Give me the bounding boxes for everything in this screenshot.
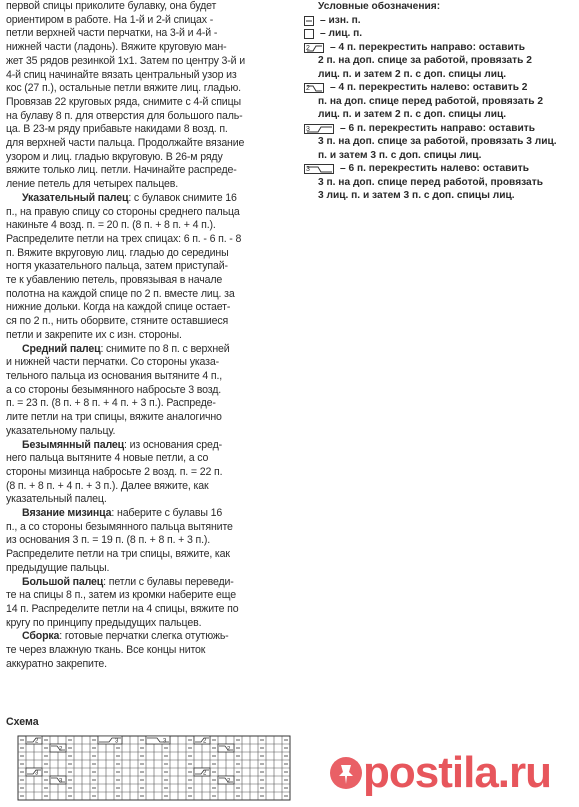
intro-paragraph bbox=[6, 0, 293, 192]
legend-text: 3 лиц. п. и затем 3 п. с доп. спицы лиц. bbox=[318, 190, 515, 201]
text-line bbox=[6, 603, 293, 617]
section-text: : готовые перчатки слегка отутюжь- bbox=[59, 630, 229, 643]
section-text: Распределите петли на трех спицах: 6 п. - 6 п. - 8 bbox=[6, 232, 242, 245]
cable-count-label: 2 bbox=[227, 778, 231, 785]
knit-icon bbox=[304, 29, 314, 39]
cable-count-label: 3 bbox=[163, 738, 167, 745]
watermark-logo bbox=[325, 742, 575, 802]
text-line: на булаву 8 п. для отверстия для большого паль- bbox=[6, 109, 243, 122]
section-text: и нижней части перчатки. Со стороны указа- bbox=[6, 356, 220, 369]
legend-text: п. и затем 3 п. с доп. спицы лиц. bbox=[318, 149, 482, 161]
section-text: те к убавлению петель, провязывая в начале bbox=[6, 274, 223, 287]
section-text: : петли с булавы переведи- bbox=[103, 575, 234, 588]
section-block bbox=[6, 439, 293, 508]
legend-text: – 4 п. перекрестить направо: оставить bbox=[330, 41, 525, 53]
legend-item-cable-2-left bbox=[304, 81, 576, 122]
section-text: тельного пальца из основания вытяните 4 п., bbox=[6, 369, 223, 382]
section-text: из основания 3 п. = 19 п. (8 п. + 8 п. + 3 п.). bbox=[6, 534, 211, 547]
cable-count-label: 2 bbox=[203, 738, 207, 745]
section-heading: Вязание мизинца bbox=[22, 507, 112, 520]
text-line: петли верхней части перчатки, на 3-й и 4-й - bbox=[6, 27, 218, 40]
text-line bbox=[6, 247, 293, 261]
section-text: 14 п. Распределите петли на 4 спицы, вяжите по bbox=[6, 602, 239, 615]
knitting-chart bbox=[14, 734, 302, 804]
text-line bbox=[6, 617, 293, 631]
text-line bbox=[6, 288, 293, 302]
sections bbox=[6, 192, 293, 672]
section-text: : снимите по 8 п. с верхней bbox=[100, 342, 230, 355]
section-heading: Безымянный палец bbox=[22, 438, 125, 451]
text-line bbox=[6, 301, 293, 315]
legend-text: – 6 п. перекрестить налево: оставить bbox=[340, 163, 529, 174]
section-text: стороны мизинца набросьте 2 возд. п. = 22 п. bbox=[6, 465, 223, 478]
text-line bbox=[6, 576, 293, 590]
text-line bbox=[6, 534, 293, 548]
legend-text: – 4 п. перекрестить налево: оставить 2 bbox=[330, 82, 528, 93]
section-text: ногтя указательного пальца, затем приступай- bbox=[6, 260, 228, 273]
section-block bbox=[6, 630, 293, 671]
cable-3-left-icon: 3 bbox=[304, 164, 334, 174]
legend-text: п. на доп. спице перед работой, провязать 2 bbox=[318, 95, 543, 107]
text-line bbox=[6, 521, 293, 535]
text-line bbox=[6, 274, 293, 288]
section-heading: Большой палец bbox=[22, 575, 104, 588]
text-line bbox=[6, 548, 293, 562]
section-heading: Сборка bbox=[22, 630, 60, 643]
watermark-text: postila.ru bbox=[363, 748, 552, 797]
text-line: ориентиром в работе. На 1-й и 2-й спицах - bbox=[6, 13, 214, 26]
cable-count-label: 2 bbox=[35, 738, 39, 745]
section-text: кругу по принципу предыдущих пальцев. bbox=[6, 616, 202, 629]
text-line bbox=[6, 630, 293, 644]
section-text: него пальца вытяните 4 новые петли, а со bbox=[6, 452, 209, 465]
text-line bbox=[6, 206, 293, 220]
text-line: Провязав 22 круговых ряда, снимите с 4-й спицы bbox=[6, 95, 241, 108]
section-block bbox=[6, 576, 293, 631]
text-line: для верхней части пальца. Продолжайте вязание bbox=[6, 137, 245, 150]
cable-count-label: 2 bbox=[59, 746, 63, 753]
section-text: а со стороны безымянного набросьте 3 возд. bbox=[6, 383, 222, 396]
section-text: полотна на каждой спице по 2 п. вместе лиц. за bbox=[6, 287, 235, 300]
section-text: : наберите с булавы 16 bbox=[111, 507, 223, 520]
text-line bbox=[6, 411, 293, 425]
legend-text: 3 п. на доп. спице перед работой, провязать bbox=[318, 176, 543, 188]
text-line bbox=[6, 480, 293, 494]
cable-count-label: 2 bbox=[203, 770, 207, 777]
text-line bbox=[6, 329, 293, 343]
text-line: первой спицы приколите булавку, она будет bbox=[6, 0, 217, 12]
section-block bbox=[6, 507, 293, 576]
section-block bbox=[6, 343, 293, 439]
section-text: нижние дольки. Когда на каждой спице остает- bbox=[6, 301, 231, 314]
section-text: : с булавок снимите 16 bbox=[128, 191, 237, 204]
section-text: п., на правую спицу со стороны среднего пальца bbox=[6, 205, 240, 218]
cable-cross-mark bbox=[98, 736, 122, 744]
section-text: лите петли на три спицы, вяжите аналогично bbox=[6, 411, 222, 424]
text-line bbox=[6, 384, 293, 398]
legend bbox=[304, 0, 576, 203]
legend-text: 3 п. на доп. спице за работой, провязать 3 лиц. bbox=[318, 136, 557, 147]
section-text: ся по 2 п., нить оборвите, стяните оставшиеся bbox=[6, 315, 229, 328]
cable-cross-mark bbox=[50, 744, 66, 752]
section-text: аккуратно закрепите. bbox=[6, 657, 107, 670]
text-line bbox=[6, 356, 293, 370]
cable-3-right-icon: 3 bbox=[304, 124, 334, 134]
section-heading: Средний палец bbox=[22, 342, 101, 355]
section-text: петли и закрепите их с изн. стороны. bbox=[6, 328, 182, 341]
section-text: указательному пальцу. bbox=[6, 424, 116, 437]
legend-items bbox=[304, 14, 576, 203]
legend-text: лиц. п. и затем 2 п. с доп. спицы лиц. bbox=[318, 68, 507, 80]
legend-title: Условные обозначения: bbox=[318, 1, 441, 12]
text-line bbox=[6, 425, 293, 439]
legend-item-purl bbox=[304, 14, 576, 28]
text-line bbox=[6, 370, 293, 384]
schema-title: Схема bbox=[6, 716, 39, 728]
text-line bbox=[6, 260, 293, 274]
legend-item-cable-3-right bbox=[304, 122, 576, 163]
text-line bbox=[6, 219, 293, 233]
text-line bbox=[6, 507, 293, 521]
legend-item-cable-3-left bbox=[304, 162, 576, 203]
cable-count-label: 3 bbox=[35, 770, 39, 777]
text-line bbox=[6, 233, 293, 247]
section-text: те на спицы 8 п., затем из кромки наберите еще bbox=[6, 589, 236, 602]
cable-2-right-icon: 2 bbox=[304, 43, 324, 53]
text-line: узором и лиц. гладью вкруговую. В 26-м ряду bbox=[6, 150, 223, 163]
text-line: нижней части (ладонь). Вяжите круговую ман- bbox=[6, 41, 227, 54]
text-line bbox=[6, 439, 293, 453]
text-line: ца. В 23-м ряду прибавьте накидами 8 возд. п. bbox=[6, 123, 228, 136]
cable-2-left-icon: 2 bbox=[304, 83, 324, 93]
section-text: п., а со стороны безымянного пальца вытяните bbox=[6, 520, 233, 533]
text-line bbox=[6, 192, 293, 206]
section-text: те через влажную ткань. Все концы ниток bbox=[6, 644, 206, 657]
text-line: кос (27 п.), остальные петли вяжите лиц. гладью. bbox=[6, 82, 241, 95]
text-line bbox=[6, 397, 293, 411]
section-text: указательный палец. bbox=[6, 493, 107, 506]
section-text: Распределите петли на три спицы, вяжите, как bbox=[6, 548, 230, 561]
text-line bbox=[6, 493, 293, 507]
section-heading: Указательный палец bbox=[22, 191, 129, 204]
text-line bbox=[6, 589, 293, 603]
section-text: (8 п. + 8 п. + 4 п. + 3 п.). Далее вяжите, как bbox=[6, 479, 209, 492]
text-line: 4-й спиц начинайте вязать центральный узор из bbox=[6, 68, 237, 81]
legend-text: лиц. п. и затем 2 п. с доп. спицы лиц. bbox=[318, 109, 507, 120]
legend-text: – лиц. п. bbox=[320, 28, 363, 39]
text-line bbox=[6, 466, 293, 480]
purl-icon bbox=[304, 16, 314, 26]
text-line bbox=[6, 658, 293, 672]
legend-item-knit bbox=[304, 27, 576, 41]
text-line bbox=[6, 315, 293, 329]
section-text: п. = 23 п. (8 п. + 8 п. + 4 п. + 3 п.). Распреде- bbox=[6, 397, 216, 410]
cable-count-label: 3 bbox=[115, 738, 119, 745]
text-line: вяжите только лиц. петли. Начинайте распреде- bbox=[6, 164, 237, 177]
section-text: : из основания сред- bbox=[124, 438, 222, 451]
pushpin-icon bbox=[329, 756, 363, 790]
text-line bbox=[6, 343, 293, 357]
cable-count-label: 2 bbox=[227, 746, 231, 753]
legend-text: – 6 п. перекрестить направо: оставить bbox=[340, 122, 535, 134]
text-line: ление петель для четырех пальцев. bbox=[6, 178, 179, 191]
text-line bbox=[6, 562, 293, 576]
cable-count-label: 3 bbox=[59, 778, 63, 785]
section-block bbox=[6, 192, 293, 343]
legend-item-cable-2-right bbox=[304, 41, 576, 82]
section-text: накиньте 4 возд. п. = 20 п. (8 п. + 8 п. + 4 п.). bbox=[6, 219, 216, 232]
legend-text: 2 п. на доп. спице за работой, провязать 2 bbox=[318, 55, 532, 66]
text-line bbox=[6, 644, 293, 658]
section-text: предыдущие пальцы. bbox=[6, 561, 110, 574]
legend-text: – изн. п. bbox=[320, 14, 361, 26]
text-line bbox=[6, 452, 293, 466]
section-text: п. Вяжите вкруговую лиц. гладью до середины bbox=[6, 246, 229, 259]
text-line: жет 35 рядов резинкой 1х1. Затем по центру 3-й и bbox=[6, 54, 245, 67]
instructions-column bbox=[6, 0, 293, 671]
